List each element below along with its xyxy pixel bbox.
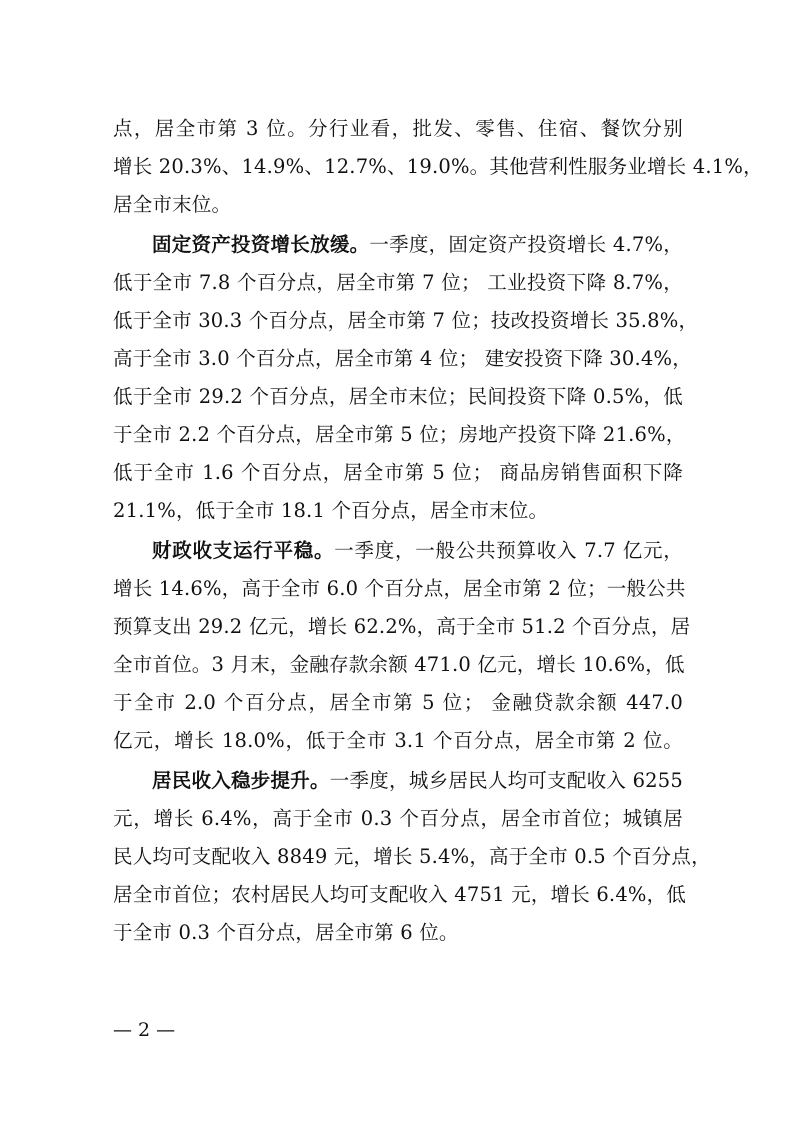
text-line: 增长 20.3%、14.9%、12.7%、19.0%。其他营利性服务业增长 4.1%， — [113, 155, 763, 178]
text-line: 低于全市 29.2 个百分点，居全市末位；民间投资下降 0.5%，低 — [113, 385, 683, 408]
text-line — [113, 226, 683, 264]
text-line: 亿元，增长 18.0%，低于全市 3.1 个百分点，居全市第 2 位。 — [113, 729, 683, 752]
text-line: 点，居全市第 3 位。分行业看，批发、零售、住宿、餐饮分别 — [113, 117, 683, 140]
text-line: 全市首位。3 月末，金融存款余额 471.0 亿元，增长 10.6%，低 — [113, 653, 685, 676]
page-number: — 2 — — [113, 1019, 176, 1041]
text-line: 居全市首位；农村居民人均可支配收入 4751 元，增长 6.4%，低 — [113, 883, 687, 906]
text-line: 居全市末位。 — [113, 193, 232, 216]
text-line: 低于全市 30.3 个百分点，居全市第 7 位；技改投资增长 35.8%， — [113, 309, 699, 332]
text-span: 一季度，城乡居民人均可支配收入 6255 — [329, 769, 683, 792]
text-line: 民人均可支配收入 8849 元，增长 5.4%，高于全市 0.5 个百分点， — [113, 845, 711, 868]
paragraph-fixed-asset-investment — [113, 226, 699, 530]
paragraph-heading: 居民收入稳步提升。 — [152, 769, 330, 792]
text-line: 低于全市 1.6 个百分点，居全市第 5 位； 商品房销售面积下降 — [113, 461, 683, 484]
paragraph-retail-services — [113, 110, 763, 224]
text-line: 高于全市 3.0 个百分点，居全市第 4 位； 建安投资下降 30.4%， — [113, 347, 692, 370]
text-line: 预算支出 29.2 亿元，增长 62.2%，高于全市 51.2 个百分点，居 — [113, 615, 691, 638]
text-line — [113, 762, 683, 800]
text-line: 于全市 2.0 个百分点，居全市第 5 位； 金融贷款余额 447.0 — [113, 691, 683, 714]
paragraph-resident-income — [113, 762, 711, 952]
text-span: 一季度，固定资产投资增长 4.7%， — [369, 233, 683, 256]
text-line: 于全市 2.2 个百分点，居全市第 5 位；房地产投资下降 21.6%， — [113, 423, 686, 446]
text-line: 低于全市 7.8 个百分点，居全市第 7 位； 工业投资下降 8.7%， — [113, 271, 683, 294]
document-body — [113, 110, 763, 952]
paragraph-heading: 固定资产投资增长放缓。 — [152, 233, 370, 256]
text-line: 增长 14.6%，高于全市 6.0 个百分点，居全市第 2 位；一般公共 — [113, 577, 686, 600]
text-span: 一季度，一般公共预算收入 7.7 亿元， — [334, 539, 683, 562]
paragraph-heading: 财政收支运行平稳。 — [152, 539, 335, 562]
text-line — [113, 532, 683, 570]
paragraph-fiscal-revenue — [113, 532, 691, 760]
text-line: 元，增长 6.4%，高于全市 0.3 个百分点，居全市首位；城镇居 — [113, 807, 683, 830]
text-line: 21.1%，低于全市 18.1 个百分点，居全市末位。 — [113, 499, 549, 522]
text-line: 于全市 0.3 个百分点，居全市第 6 位。 — [113, 921, 459, 944]
